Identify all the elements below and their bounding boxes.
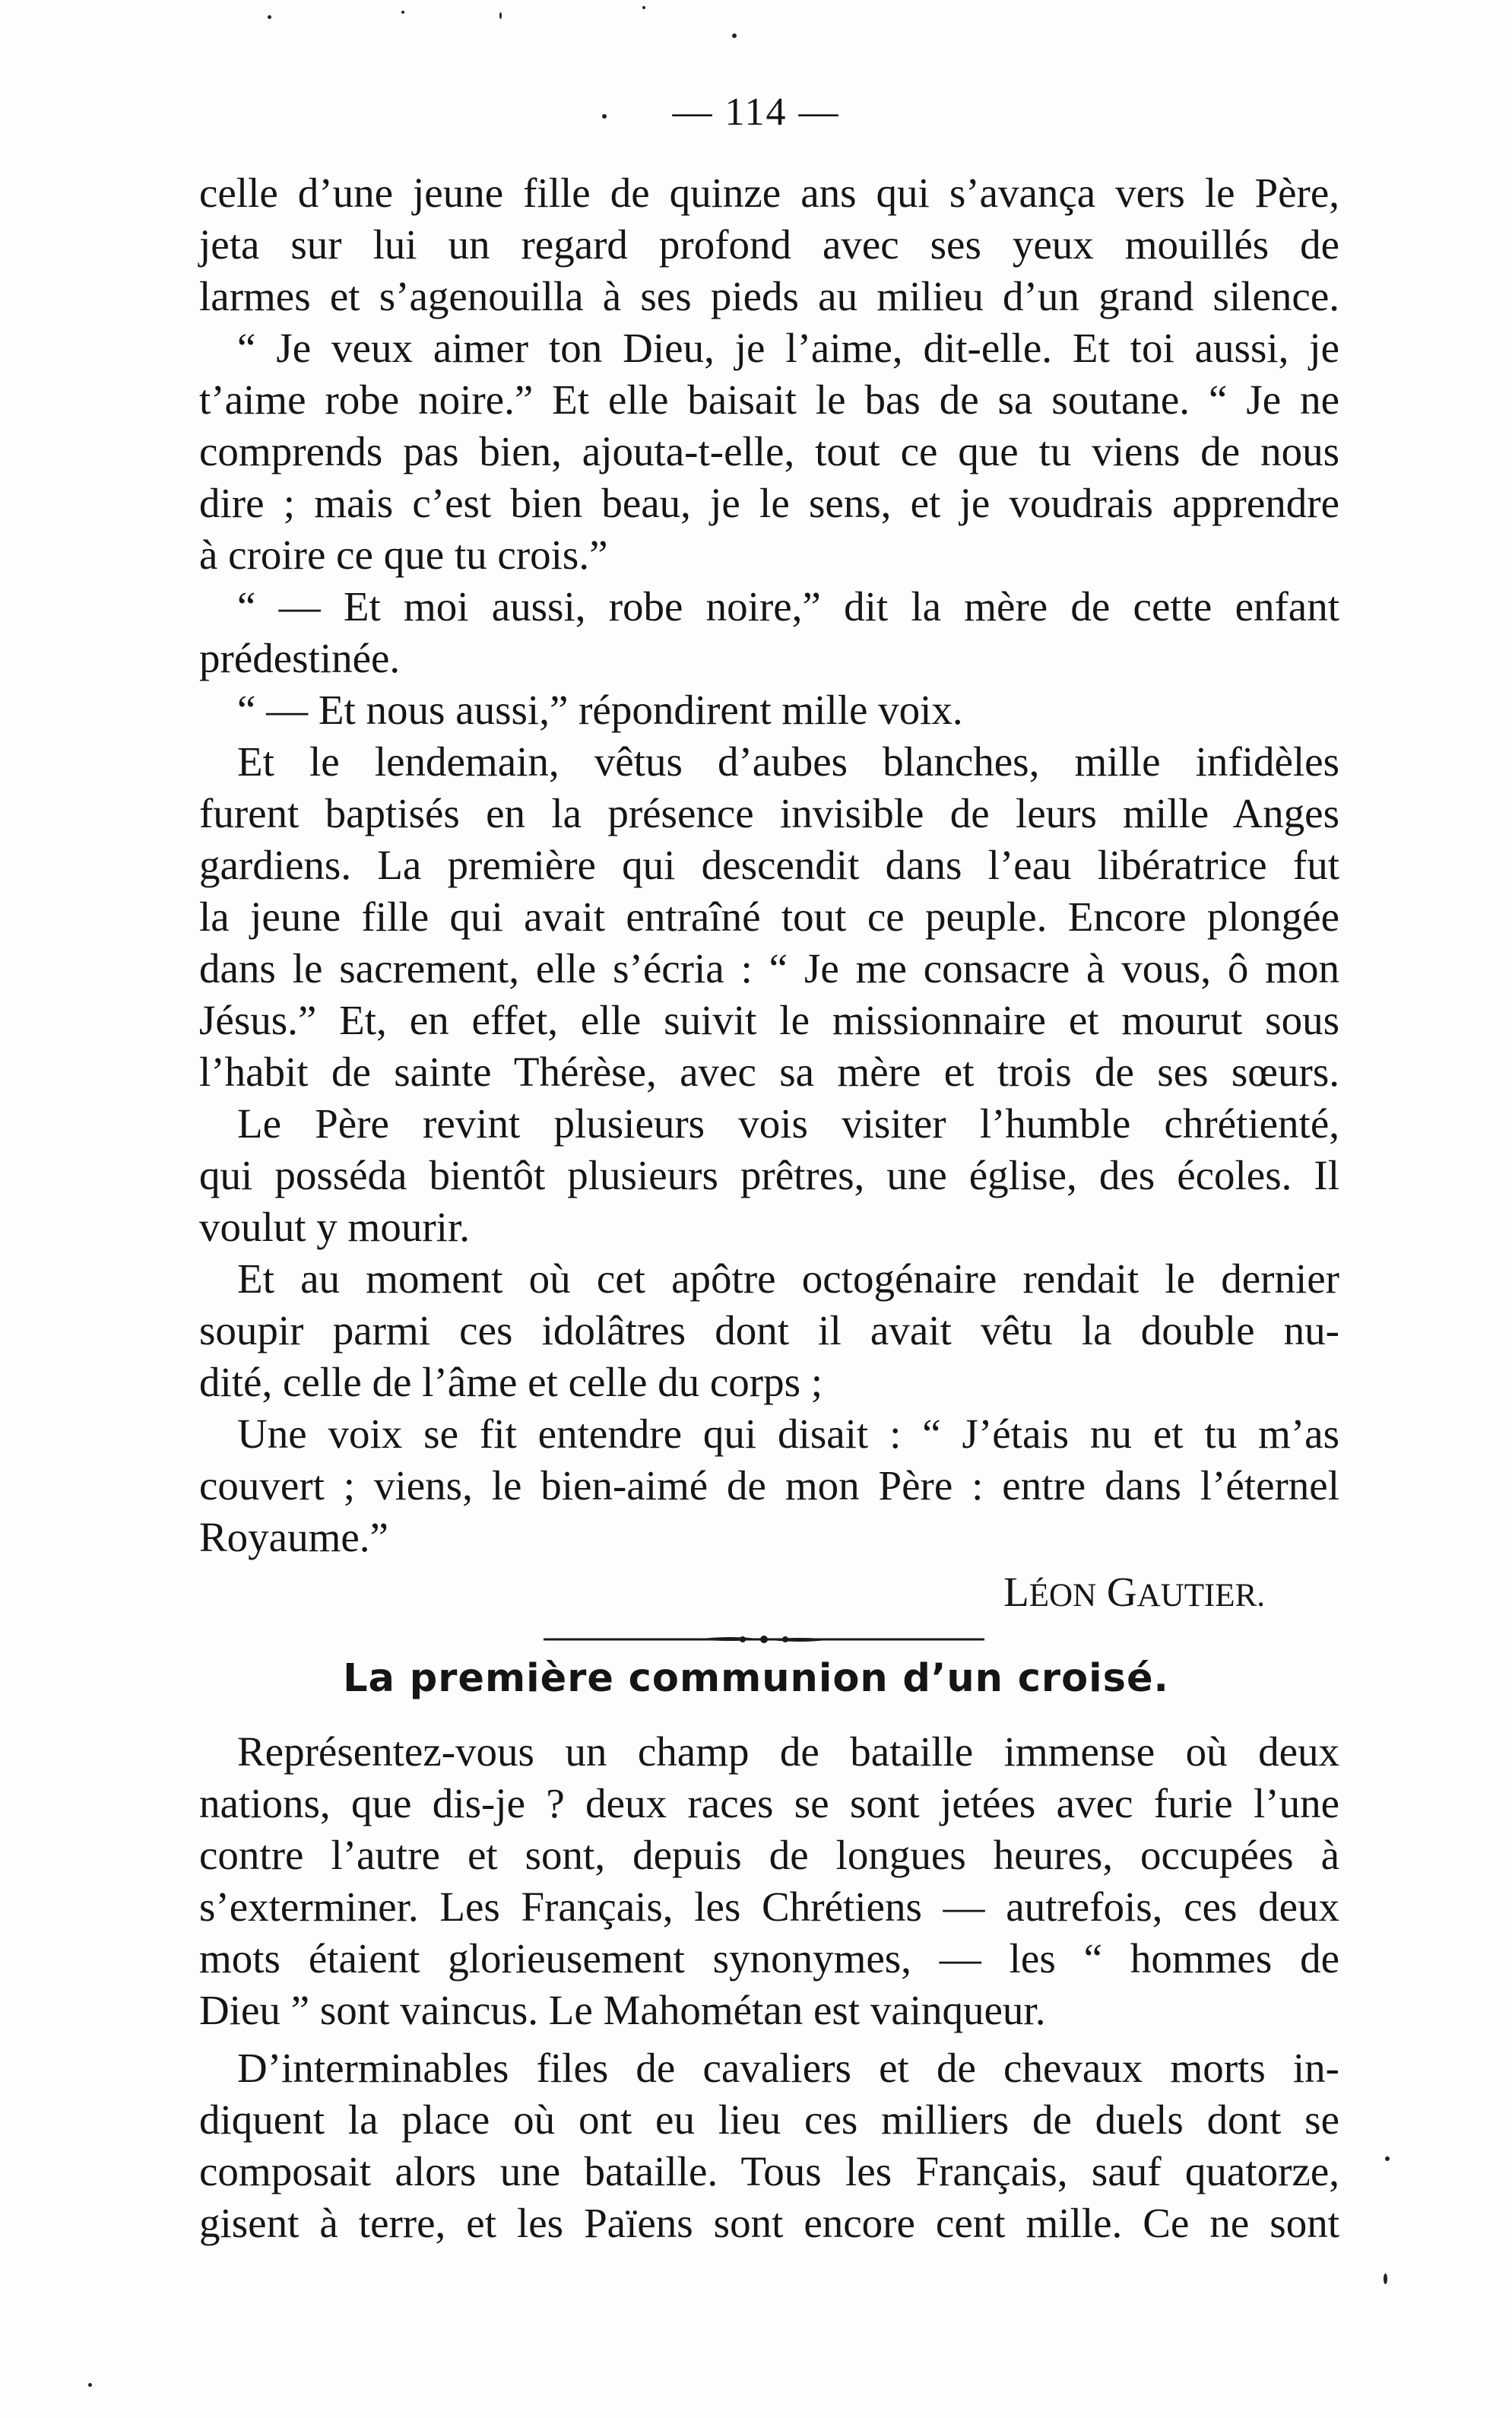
paragraphs-upper bbox=[199, 167, 1339, 1563]
text-line: Royaume.” bbox=[199, 1514, 388, 1560]
text-line: Représentez-vous un champ de bataille immense où deux bbox=[237, 1728, 1339, 1775]
text-line: larmes et s’agenouilla à ses pieds au milieu d’un grand silence. bbox=[199, 273, 1339, 319]
author-first-rest: ÉON bbox=[1029, 1578, 1097, 1614]
text-line: contre l’autre et sont, depuis de longues heures, occupées à bbox=[199, 1832, 1339, 1878]
section-title: La première communion d’un croisé. bbox=[343, 1656, 1169, 1701]
text-line: s’exterminer. Les Français, les Chrétiens — autrefois, ces deux bbox=[199, 1883, 1339, 1930]
paragraphs-lower bbox=[199, 1726, 1339, 2249]
text-line: couvert ; viens, le bien-aimé de mon Père : entre dans l’éternel bbox=[199, 1462, 1339, 1509]
text-line: dire ; mais c’est bien beau, je le sens, et je voudrais apprendre bbox=[199, 480, 1339, 526]
text-line: mots étaient glorieusement synonymes, — les “ hommes de bbox=[199, 1935, 1339, 1982]
text-line: comprends pas bien, ajouta-t-elle, tout ce que tu viens de nous bbox=[199, 428, 1339, 474]
text-line: voulut y mourir. bbox=[199, 1204, 470, 1250]
text-line: furent baptisés en la présence invisible de leurs mille Anges bbox=[199, 790, 1339, 836]
scan-speck bbox=[642, 6, 645, 9]
author-last-initial: G bbox=[1106, 1569, 1137, 1615]
text-line: Une voix se fit entendre qui disait : “ J’étais nu et tu m’as bbox=[237, 1410, 1339, 1457]
text-line: qui posséda bientôt plusieurs prêtres, une église, des écoles. Il bbox=[199, 1152, 1339, 1198]
text-line: Et au moment où cet apôtre octogénaire rendait le dernier bbox=[237, 1255, 1339, 1302]
text-line: à croire ce que tu crois.” bbox=[199, 532, 608, 578]
text-line: Dieu ” sont vaincus. Le Mahométan est vainqueur. bbox=[199, 1987, 1046, 2033]
text-line: “ Je veux aimer ton Dieu, je l’aime, dit-elle. Et toi aussi, je bbox=[237, 325, 1339, 371]
author-last-rest: AUTIER. bbox=[1136, 1578, 1265, 1614]
text-line: composait alors une bataille. Tous les Français, sauf quatorze, bbox=[199, 2148, 1339, 2194]
text-line: Et le lendemain, vêtus d’aubes blanches, mille infidèles bbox=[237, 738, 1339, 785]
text-line: t’aime robe noire.” Et elle baisait le bas de sa soutane. “ Je ne bbox=[199, 376, 1339, 423]
page-number: — 114 — bbox=[672, 90, 840, 134]
text-line: diquent la place où ont eu lieu ces milliers de duels dont se bbox=[199, 2096, 1339, 2143]
ornamental-separator bbox=[544, 1633, 984, 1645]
text-line: gardiens. La première qui descendit dans l’eau libératrice fut bbox=[199, 842, 1339, 888]
text-line: “ — Et nous aussi,” répondirent mille voix. bbox=[237, 687, 963, 733]
text-line: nations, que dis-je ? deux races se sont jetées avec furie l’une bbox=[199, 1780, 1339, 1826]
author-first-initial: L bbox=[1003, 1569, 1029, 1615]
text-line: celle d’une jeune fille de quinze ans qui s’avança vers le Père, bbox=[199, 170, 1339, 216]
scan-speck bbox=[1385, 2156, 1390, 2161]
text-line: dité, celle de l’âme et celle du corps ; bbox=[199, 1359, 823, 1405]
scan-speck bbox=[1384, 2274, 1387, 2284]
scan-speck bbox=[499, 12, 502, 19]
text-line: la jeune fille qui avait entraîné tout ce peuple. Encore plongée bbox=[199, 893, 1339, 940]
text-line: D’interminables files de cavaliers et de chevaux morts in- bbox=[237, 2045, 1339, 2091]
scan-speck bbox=[732, 33, 737, 38]
text-line: l’habit de sainte Thérèse, avec sa mère et trois de ses sœurs. bbox=[199, 1049, 1339, 1095]
text-line: Jésus.” Et, en effet, elle suivit le missionnaire et mourut sous bbox=[199, 997, 1339, 1043]
scan-speck bbox=[88, 2383, 92, 2387]
author-signature bbox=[1003, 1566, 1265, 1622]
text-line: gisent à terre, et les Païens sont encore cent mille. Ce ne sont bbox=[199, 2200, 1339, 2246]
text-line: prédestinée. bbox=[199, 635, 401, 681]
text-line: “ — Et moi aussi, robe noire,” dit la mère de cette enfant bbox=[237, 583, 1339, 630]
scan-speck bbox=[401, 11, 404, 14]
text-line: soupir parmi ces idolâtres dont il avait vêtu la double nu- bbox=[199, 1307, 1339, 1353]
text-line: dans le sacrement, elle s’écria : “ Je me consacre à vous, ô mon bbox=[199, 945, 1339, 992]
text-line: Le Père revint plusieurs vois visiter l’humble chrétienté, bbox=[237, 1100, 1339, 1147]
scan-speck bbox=[268, 15, 271, 19]
text-line: jeta sur lui un regard profond avec ses yeux mouillés de bbox=[199, 221, 1339, 268]
